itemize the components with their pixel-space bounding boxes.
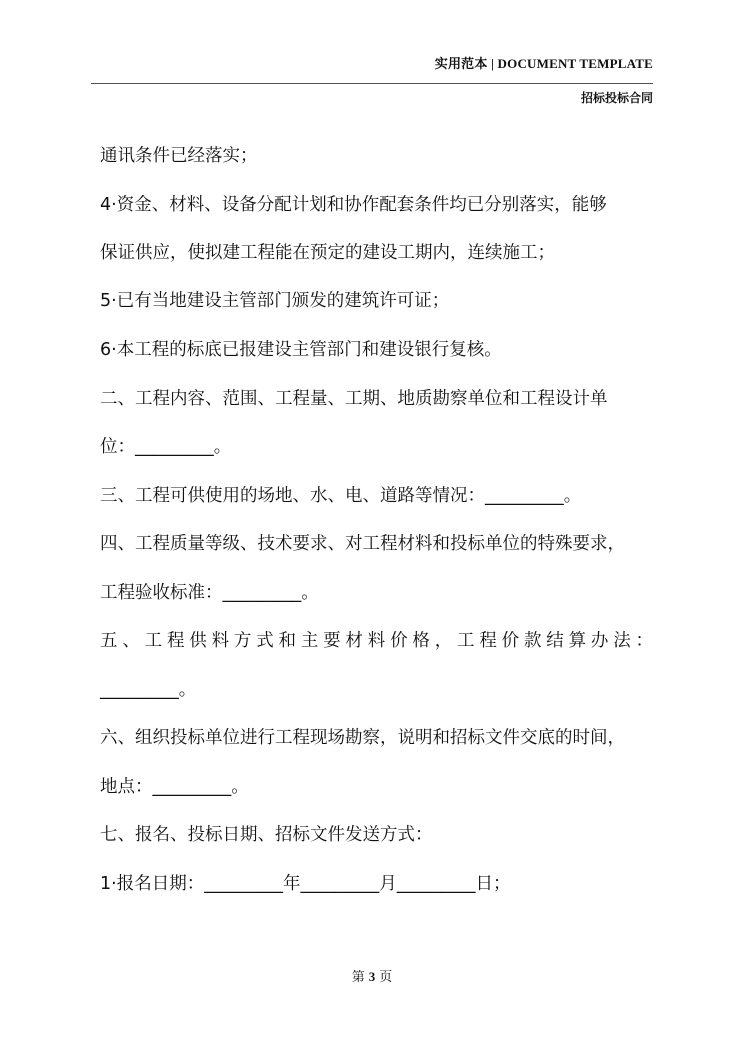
text-char: 工: [457, 631, 475, 651]
text-char: 程: [479, 631, 497, 651]
page-number-suffix: 页: [379, 969, 393, 984]
text-line: 5·已有当地建设主管部门颁发的建筑许可证；: [100, 291, 450, 311]
text-char: 方: [233, 631, 252, 651]
page-number: [0, 966, 744, 985]
header-subtitle: 招标投标合同: [580, 91, 653, 105]
text-line: 六、组织投标单位进行工程现场勘察，说明和招标文件交底的时间，: [100, 728, 625, 748]
text-line: 工程验收标准：_________。: [100, 583, 319, 603]
text-line: 保证供应，使拟建工程能在预定的建设工期内，连续施工；: [100, 243, 555, 263]
text-line-justified: [100, 630, 653, 652]
text-line: 1·报名日期：_________年_________月_________日；: [100, 874, 511, 894]
page-number-value: 3: [368, 969, 376, 984]
text-char: 算: [568, 631, 587, 651]
text-char: 程: [166, 631, 185, 651]
text-char: 法: [613, 631, 631, 651]
text-char: 办: [590, 631, 609, 651]
text-char: 材: [345, 631, 363, 651]
text-line: 位：_________。: [100, 437, 232, 457]
header-title: 实用范本 | DOCUMENT TEMPLATE: [434, 56, 653, 71]
text-char: 五: [100, 631, 118, 651]
text-line: 三、工程可供使用的场地、水、电、道路等情况：_________。: [100, 486, 582, 506]
text-char: 价: [390, 631, 408, 651]
text-char: 料: [367, 631, 386, 651]
text-char: 供: [189, 631, 207, 651]
text-line: _________。: [100, 680, 197, 700]
text-char: ，: [434, 631, 453, 651]
text-char: 、: [122, 631, 140, 651]
text-char: 和: [278, 631, 296, 651]
text-line: 二、工程内容、范围、工程量、工期、地质勘察单位和工程设计单: [100, 389, 608, 409]
text-char: 工: [144, 631, 163, 651]
text-char: ：: [635, 631, 653, 651]
text-char: 料: [211, 631, 230, 651]
header-divider: [91, 83, 653, 84]
text-char: 格: [412, 631, 430, 651]
page-number-prefix: 第: [351, 969, 365, 984]
text-char: 式: [256, 631, 274, 651]
text-char: 要: [323, 631, 341, 651]
text-char: 款: [523, 631, 542, 651]
text-line: 地点：_________。: [100, 777, 249, 797]
text-line: 通讯条件已经落实；: [100, 146, 258, 166]
text-line: 七、报名、投标日期、招标文件发送方式：: [100, 825, 433, 845]
text-char: 结: [546, 631, 564, 651]
text-line: 4·资金、材料、设备分配计划和协作配套条件均已分别落实，能够: [100, 195, 607, 215]
text-line: 四、工程质量等级、技术要求、对工程材料和投标单位的特殊要求，: [100, 534, 625, 554]
text-char: 主: [300, 631, 319, 651]
text-line: 6·本工程的标底已报建设主管部门和建设银行复核。: [100, 340, 502, 360]
text-char: 价: [501, 631, 520, 651]
